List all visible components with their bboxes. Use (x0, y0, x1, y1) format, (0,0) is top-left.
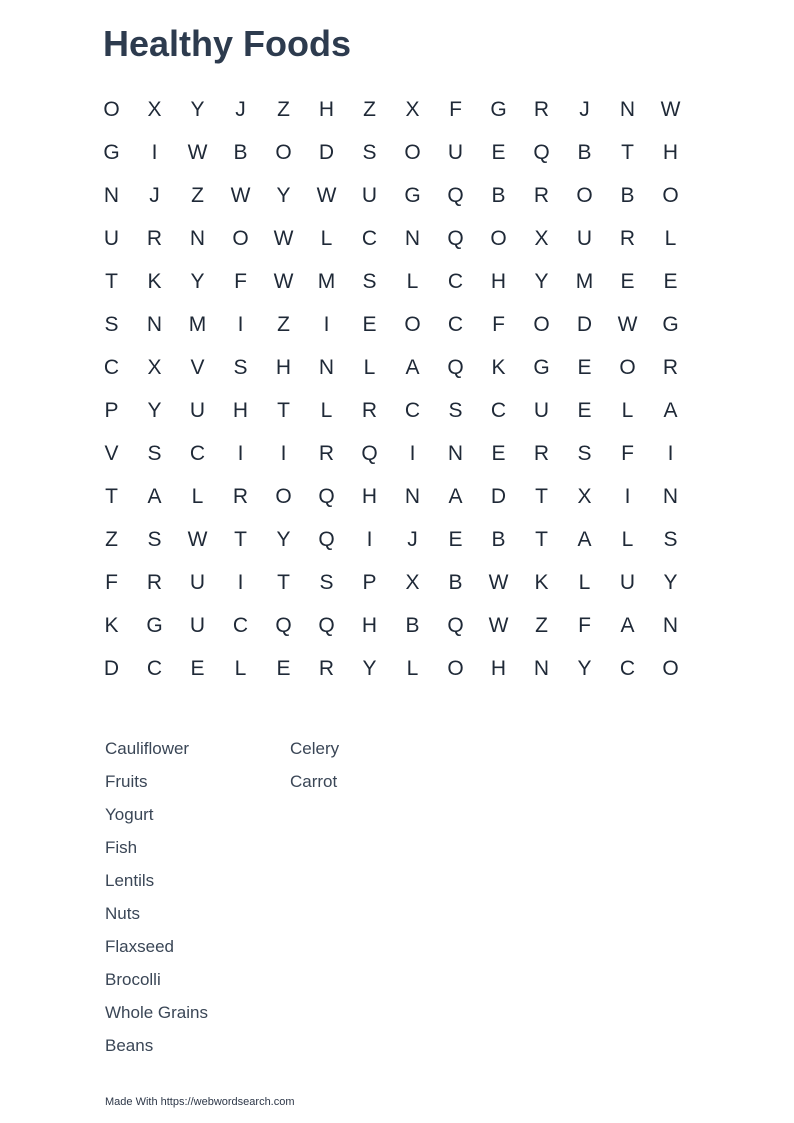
grid-cell: U (103, 226, 120, 250)
grid-cell: O (490, 226, 507, 250)
grid-cell: S (448, 398, 463, 422)
grid-cell: X (534, 226, 549, 250)
grid-cell: C (490, 398, 507, 422)
grid-cell: Y (190, 97, 205, 121)
word-list-item: Fruits (105, 772, 148, 791)
grid-cell: O (447, 656, 464, 680)
grid-cell: H (361, 484, 378, 508)
grid-cell: O (662, 183, 679, 207)
grid-cell: S (319, 570, 334, 594)
footer-credit: Made With https://webwordsearch.com (105, 1096, 295, 1108)
grid-cell: W (273, 226, 294, 250)
grid-cell: Q (533, 140, 550, 164)
grid-cell: Q (447, 183, 464, 207)
word-list-item: Flaxseed (105, 937, 174, 956)
grid-cell: I (667, 441, 674, 465)
grid-cell: O (275, 140, 292, 164)
grid-row (90, 389, 692, 432)
grid-cell: D (490, 484, 507, 508)
grid-cell: N (619, 97, 636, 121)
grid-row (90, 217, 692, 260)
grid-cell: C (404, 398, 421, 422)
grid-cell: Z (191, 183, 204, 207)
grid-cell: Y (534, 269, 549, 293)
grid-cell: L (621, 527, 634, 551)
grid-cell: M (188, 312, 207, 336)
grid-cell: Q (318, 613, 335, 637)
grid-cell: W (617, 312, 638, 336)
grid-cell: N (533, 656, 550, 680)
grid-cell: L (191, 484, 204, 508)
grid-cell: E (362, 312, 377, 336)
grid-cell: O (404, 140, 421, 164)
grid-cell: X (147, 97, 162, 121)
grid-cell: S (577, 441, 592, 465)
grid-cell: L (320, 226, 333, 250)
grid-cell: R (533, 183, 550, 207)
grid-cell: O (576, 183, 593, 207)
grid-cell: U (619, 570, 636, 594)
grid-cell: A (663, 398, 678, 422)
grid-cell: D (103, 656, 120, 680)
grid-cell: E (190, 656, 205, 680)
word-list-item: Brocolli (105, 970, 161, 989)
grid-cell: E (491, 140, 506, 164)
grid-cell: K (104, 613, 119, 637)
grid-cell: H (318, 97, 335, 121)
word-list-item: Celery (290, 739, 340, 758)
grid-cell: P (362, 570, 377, 594)
word-list-item: Beans (105, 1036, 154, 1055)
grid-cell: Q (447, 226, 464, 250)
grid-cell: S (147, 527, 162, 551)
grid-cell: K (534, 570, 549, 594)
grid-cell: G (662, 312, 679, 336)
grid-cell: I (409, 441, 416, 465)
grid-cell: F (105, 570, 118, 594)
grid-row (90, 88, 692, 131)
grid-row (90, 346, 692, 389)
grid-cell: O (232, 226, 249, 250)
grid-cell: E (577, 398, 592, 422)
grid-cell: K (147, 269, 162, 293)
grid-cell: R (619, 226, 636, 250)
grid-cell: J (149, 183, 160, 207)
grid-cell: Y (577, 656, 592, 680)
grid-cell: T (621, 140, 634, 164)
grid-cell: C (146, 656, 163, 680)
grid-cell: U (576, 226, 593, 250)
grid-cell: C (447, 312, 464, 336)
grid-cell: Q (447, 613, 464, 637)
word-list-column-2 (290, 736, 339, 802)
grid-cell: S (147, 441, 162, 465)
grid-cell: S (362, 269, 377, 293)
grid-cell: A (577, 527, 592, 551)
grid-cell: I (237, 312, 244, 336)
grid-cell: W (230, 183, 251, 207)
grid-row (90, 131, 692, 174)
grid-row (90, 647, 692, 690)
word-list-item: Cauliflower (105, 739, 190, 758)
grid-cell: X (405, 570, 420, 594)
grid-cell: E (276, 656, 291, 680)
word-list-item: Carrot (290, 772, 338, 791)
grid-cell: W (660, 97, 681, 121)
word-list-item: Nuts (105, 904, 140, 923)
word-list-column-1 (105, 736, 208, 1066)
grid-cell: R (318, 656, 335, 680)
grid-cell: E (663, 269, 678, 293)
grid-cell: F (578, 613, 591, 637)
grid-cell: T (105, 269, 118, 293)
grid-cell: N (103, 183, 120, 207)
word-list-item: Fish (105, 838, 138, 857)
grid-cell: O (404, 312, 421, 336)
grid-cell: Z (105, 527, 118, 551)
grid-cell: N (662, 484, 679, 508)
grid-cell: Y (362, 656, 377, 680)
grid-cell: D (318, 140, 335, 164)
grid-cell: A (620, 613, 635, 637)
grid-row (90, 174, 692, 217)
grid-cell: W (187, 140, 208, 164)
grid-cell: G (103, 140, 120, 164)
grid-cell: K (491, 355, 506, 379)
word-list-item: Yogurt (105, 805, 154, 824)
grid-cell: E (448, 527, 463, 551)
grid-cell: L (406, 656, 419, 680)
grid-cell: I (237, 441, 244, 465)
grid-cell: Z (535, 613, 548, 637)
grid-cell: L (234, 656, 247, 680)
grid-cell: A (147, 484, 162, 508)
grid-cell: H (490, 656, 507, 680)
grid-cell: C (361, 226, 378, 250)
grid-cell: W (316, 183, 337, 207)
grid-cell: T (535, 484, 548, 508)
grid-cell: B (405, 613, 420, 637)
word-list (105, 736, 505, 1066)
grid-cell: D (576, 312, 593, 336)
grid-row (90, 260, 692, 303)
grid-cell: F (449, 97, 462, 121)
grid-cell: F (234, 269, 247, 293)
grid-cell: S (233, 355, 248, 379)
grid-cell: T (277, 570, 290, 594)
grid-cell: Y (147, 398, 162, 422)
grid-cell: U (361, 183, 378, 207)
grid-cell: V (190, 355, 205, 379)
grid-cell: N (404, 484, 421, 508)
grid-cell: I (280, 441, 287, 465)
grid-row (90, 303, 692, 346)
grid-cell: Z (277, 312, 290, 336)
grid-cell: O (275, 484, 292, 508)
grid-cell: H (361, 613, 378, 637)
grid-row (90, 561, 692, 604)
grid-cell: W (488, 613, 509, 637)
grid-row (90, 604, 692, 647)
grid-cell: U (447, 140, 464, 164)
word-list-item: Whole Grains (105, 1003, 208, 1022)
grid-cell: C (447, 269, 464, 293)
grid-cell: O (662, 656, 679, 680)
grid-cell: Y (190, 269, 205, 293)
grid-cell: Y (663, 570, 678, 594)
grid-cell: L (664, 226, 677, 250)
grid-cell: C (103, 355, 120, 379)
grid-cell: L (320, 398, 333, 422)
grid-cell: C (232, 613, 249, 637)
grid-cell: N (662, 613, 679, 637)
grid-cell: J (235, 97, 246, 121)
grid-cell: M (317, 269, 336, 293)
grid-cell: F (621, 441, 634, 465)
grid-cell: Y (276, 183, 291, 207)
grid-cell: B (233, 140, 248, 164)
grid-cell: S (362, 140, 377, 164)
grid-cell: N (447, 441, 464, 465)
grid-cell: H (232, 398, 249, 422)
grid-cell: Q (275, 613, 292, 637)
grid-cell: S (104, 312, 119, 336)
grid-cell: X (147, 355, 162, 379)
grid-cell: C (619, 656, 636, 680)
grid-cell: R (533, 97, 550, 121)
grid-cell: R (662, 355, 679, 379)
grid-cell: R (232, 484, 249, 508)
grid-cell: Q (447, 355, 464, 379)
grid-cell: J (407, 527, 418, 551)
grid-cell: N (404, 226, 421, 250)
grid-cell: N (318, 355, 335, 379)
grid-cell: B (620, 183, 635, 207)
grid-cell: L (363, 355, 376, 379)
grid-cell: R (361, 398, 378, 422)
grid-cell: N (189, 226, 206, 250)
grid-cell: H (490, 269, 507, 293)
grid-cell: T (234, 527, 247, 551)
grid-cell: G (533, 355, 550, 379)
grid-cell: U (189, 613, 206, 637)
word-search-grid (90, 88, 692, 690)
grid-cell: H (662, 140, 679, 164)
grid-cell: L (406, 269, 419, 293)
grid-cell: U (533, 398, 550, 422)
grid-cell: R (146, 570, 163, 594)
page-title: Healthy Foods (103, 23, 352, 64)
grid-cell: M (575, 269, 594, 293)
grid-cell: V (104, 441, 119, 465)
grid-row (90, 518, 692, 561)
grid-cell: L (621, 398, 634, 422)
grid-cell: F (492, 312, 505, 336)
grid-cell: I (624, 484, 631, 508)
grid-cell: I (366, 527, 373, 551)
grid-cell: G (490, 97, 507, 121)
grid-cell: H (275, 355, 292, 379)
word-list-item: Lentils (105, 871, 155, 890)
grid-cell: T (277, 398, 290, 422)
grid-cell: Q (361, 441, 378, 465)
grid-cell: W (187, 527, 208, 551)
grid-cell: G (404, 183, 421, 207)
grid-cell: B (577, 140, 592, 164)
grid-cell: C (189, 441, 206, 465)
grid-cell: O (103, 97, 120, 121)
grid-cell: Q (318, 527, 335, 551)
grid-cell: U (189, 398, 206, 422)
grid-cell: B (448, 570, 463, 594)
grid-cell: R (533, 441, 550, 465)
grid-cell: X (405, 97, 420, 121)
grid-cell: Z (277, 97, 290, 121)
grid-cell: G (146, 613, 163, 637)
grid-cell: A (448, 484, 463, 508)
grid-cell: Q (318, 484, 335, 508)
grid-cell: U (189, 570, 206, 594)
grid-cell: W (273, 269, 294, 293)
grid-cell: R (318, 441, 335, 465)
grid-cell: B (491, 527, 506, 551)
grid-cell: S (663, 527, 678, 551)
grid-cell: P (104, 398, 119, 422)
grid-cell: T (535, 527, 548, 551)
grid-cell: E (577, 355, 592, 379)
grid-cell: X (577, 484, 592, 508)
grid-cell: O (533, 312, 550, 336)
grid-cell: N (146, 312, 163, 336)
grid-cell: B (491, 183, 506, 207)
grid-cell: E (620, 269, 635, 293)
grid-cell: Y (276, 527, 291, 551)
grid-row (90, 475, 692, 518)
grid-cell: L (578, 570, 591, 594)
grid-row (90, 432, 692, 475)
grid-cell: R (146, 226, 163, 250)
grid-cell: W (488, 570, 509, 594)
grid-cell: A (405, 355, 420, 379)
grid-cell: I (323, 312, 330, 336)
grid-cell: O (619, 355, 636, 379)
grid-cell: I (237, 570, 244, 594)
grid-cell: T (105, 484, 118, 508)
grid-cell: I (151, 140, 158, 164)
grid-cell: E (491, 441, 506, 465)
grid-cell: Z (363, 97, 376, 121)
grid-cell: J (579, 97, 590, 121)
